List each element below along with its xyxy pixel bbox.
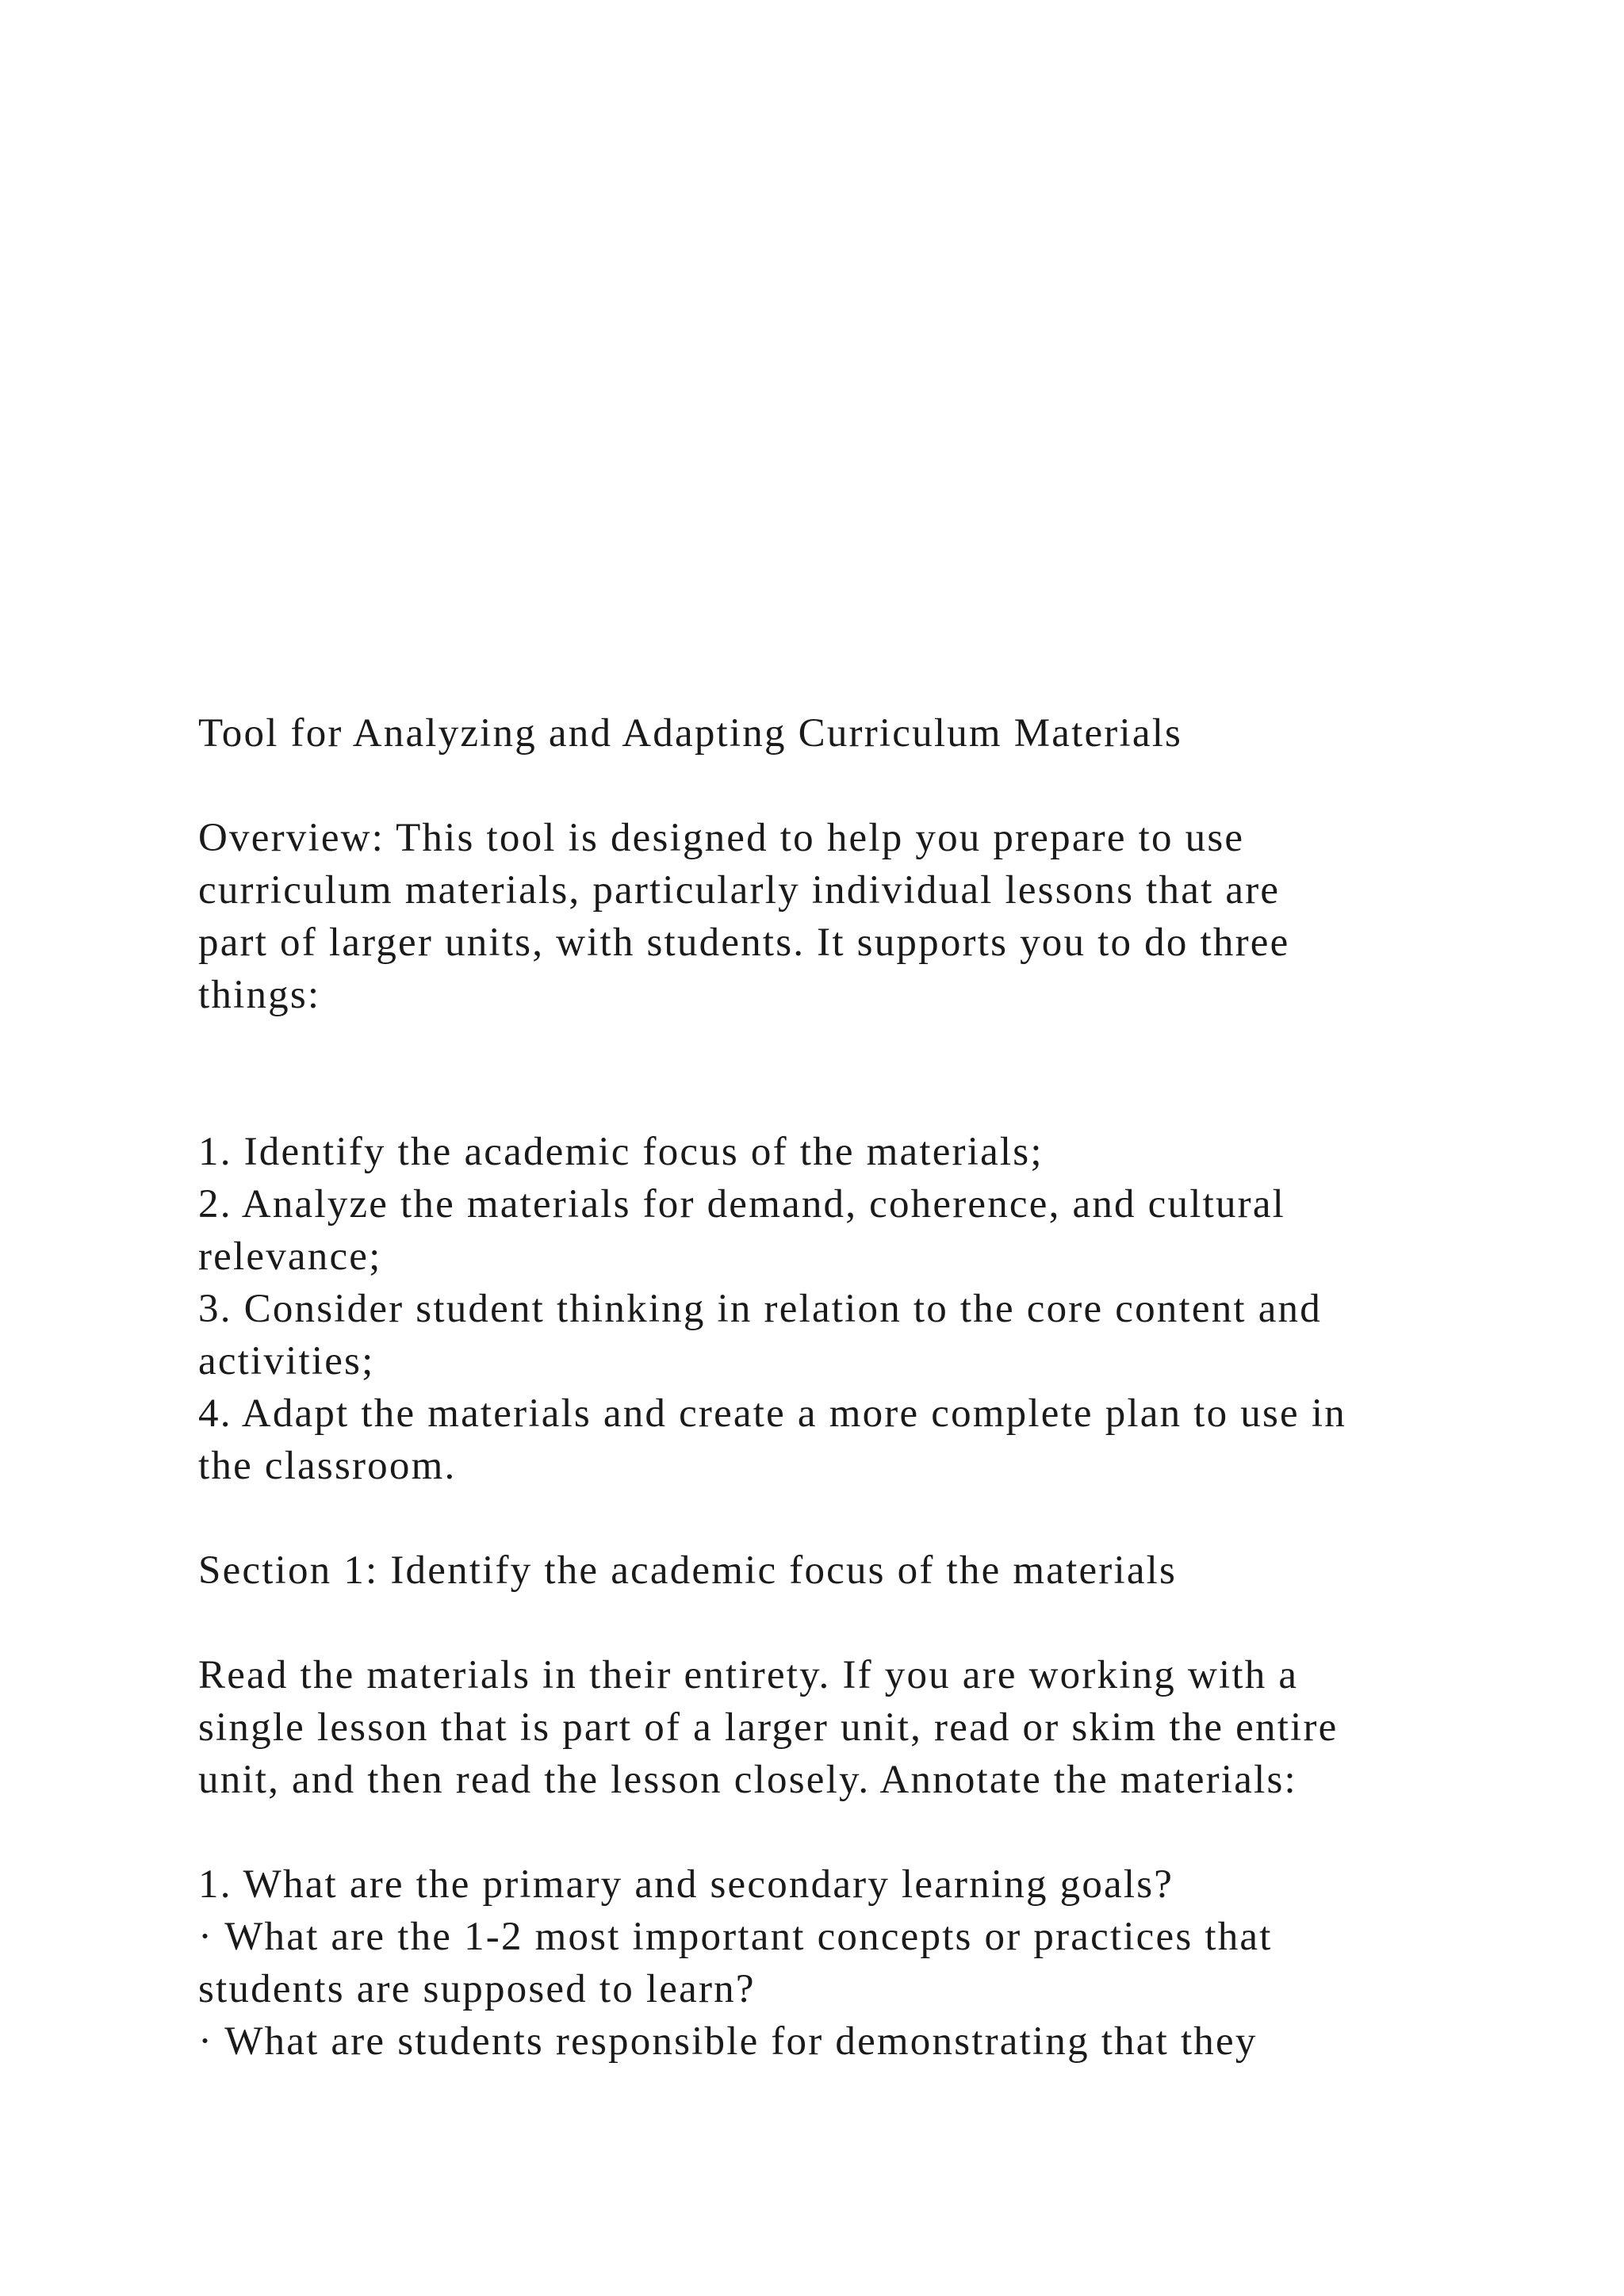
list-item: 4. Adapt the materials and create a more complete plan to use in bbox=[198, 1391, 1346, 1436]
list-item: 1. Identify the academic focus of the materials; bbox=[198, 1130, 1044, 1174]
document-body bbox=[198, 707, 1515, 2068]
spacer bbox=[198, 1492, 1515, 1544]
paragraph-line: single lesson that is part of a larger unit, read or skim the entire bbox=[198, 1705, 1339, 1750]
list-item: 3. Consider student thinking in relation to the core content and bbox=[198, 1287, 1322, 1331]
overview-line: part of larger units, with students. It supports you to do three bbox=[198, 920, 1290, 965]
list-item: relevance; bbox=[198, 1234, 382, 1279]
questions-list bbox=[198, 1858, 1515, 2068]
paragraph-line: Read the materials in their entirety. If you are working with a bbox=[198, 1653, 1299, 1697]
list-item: · What are students responsible for demonstrating that they bbox=[198, 2019, 1258, 2064]
list-item: 2. Analyze the materials for demand, coherence, and cultural bbox=[198, 1182, 1286, 1226]
overview-line: things: bbox=[198, 973, 321, 1017]
document-title: Tool for Analyzing and Adapting Curriculum Materials bbox=[198, 711, 1183, 756]
spacer bbox=[198, 1073, 1515, 1126]
spacer bbox=[198, 760, 1515, 812]
list-item: the classroom. bbox=[198, 1444, 457, 1488]
overview-line: Overview: This tool is designed to help you prepare to use bbox=[198, 816, 1245, 860]
overview-paragraph bbox=[198, 812, 1515, 1021]
steps-list bbox=[198, 1126, 1515, 1492]
list-item: students are supposed to learn? bbox=[198, 1967, 756, 2011]
overview-line: curriculum materials, particularly individual lessons that are bbox=[198, 868, 1281, 913]
list-item: · What are the 1-2 most important concepts or practices that bbox=[198, 1915, 1273, 1959]
section1-intro-paragraph bbox=[198, 1649, 1515, 1806]
list-item: 1. What are the primary and secondary learning goals? bbox=[198, 1862, 1174, 1907]
spacer bbox=[198, 1021, 1515, 1073]
paragraph-line: unit, and then read the lesson closely. Annotate the materials: bbox=[198, 1758, 1297, 1802]
spacer bbox=[198, 1597, 1515, 1649]
spacer bbox=[198, 1806, 1515, 1858]
section-heading: Section 1: Identify the academic focus of the materials bbox=[198, 1548, 1178, 1593]
list-item: activities; bbox=[198, 1339, 375, 1383]
